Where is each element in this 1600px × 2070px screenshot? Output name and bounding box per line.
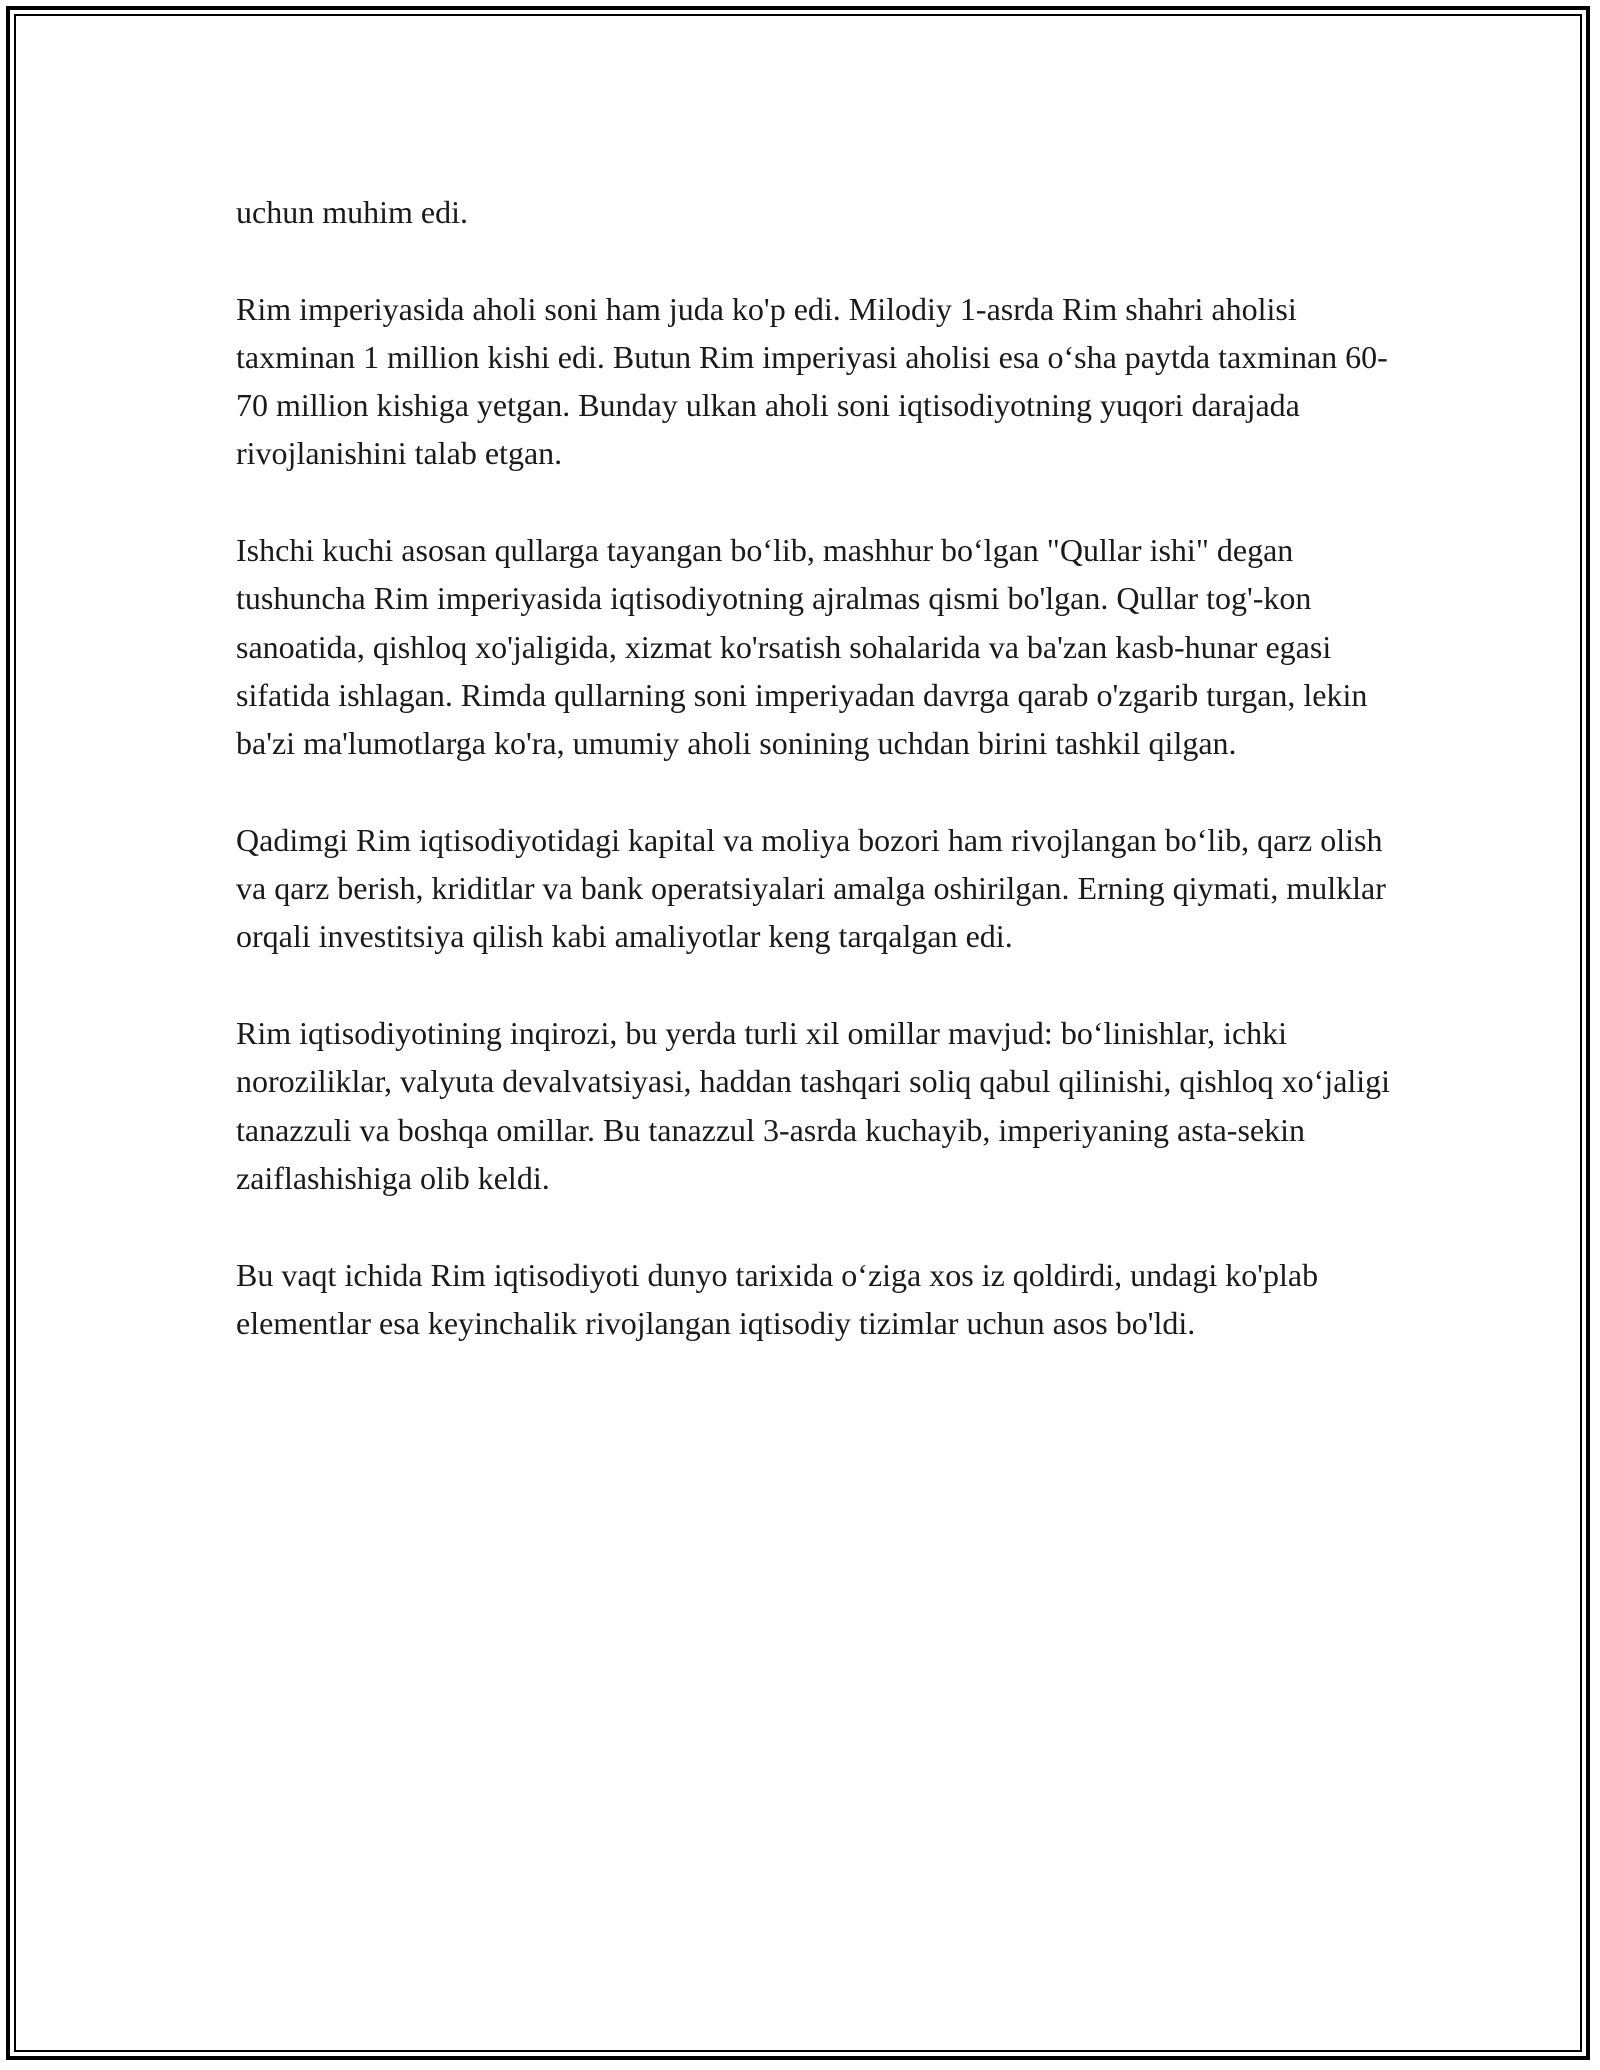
document-body [236,188,1396,1347]
paragraph: Bu vaqt ichida Rim iqtisodiyoti dunyo tarixida o‘ziga xos iz qoldirdi, undagi ko'plab elementlar esa keyinchalik rivojlangan iqtisodiy tizimlar uchun asos bo'ldi. [236,1256,1319,1341]
paragraph: Rim iqtisodiyotining inqirozi, bu yerda turli xil omillar mavjud: bo‘linishlar, ichki noroziliklar, valyuta devalvatsiyasi, haddan tashqari soliq qabul qilinishi, qishloq xo‘jaligi tanazzuli va boshqa omillar. Bu tanazzul 3-asrda kuchayib, imperiyaning asta-sekin zaiflashishiga olib keldi. [236,1015,1391,1196]
paragraph: Rim imperiyasida aholi soni ham juda ko'p edi. Milodiy 1-asrda Rim shahri aholisi taxminan 1 million kishi edi. Butun Rim imperiyasi aholisi esa o‘sha paytda taxminan 60-70 million kishiga yetgan. Bunday ulkan aholi soni iqtisodiyotning yuqori darajada rivojlanishini talab etgan. [236,290,1388,472]
paragraph: Qadimgi Rim iqtisodiyotidagi kapital va moliya bozori ham rivojlangan bo‘lib, qarz olish va qarz berish, kriditlar va bank operatsiyalari amalga oshirilgan. Erning qiymati, mulklar orqali investitsiya qilish kabi amaliyotlar keng tarqalgan edi. [236,821,1386,955]
paragraph: Ishchi kuchi asosan qullarga tayangan bo‘lib, mashhur bo‘lgan "Qullar ishi" degan tushuncha Rim imperiyasida iqtisodiyotning ajralmas qismi bo'lgan. Qullar tog'-kon sanoatida, qishloq xo'jaligida, xizmat ko'rsatish sohalarida va ba'zan kasb-hunar egasi sifatida ishlagan. Rimda qullarning soni imperiyadan davrga qarab o'zgarib turgan, lekin ba'zi ma'lumotlarga ko'ra, umumiy aholi sonining uchdan birini tashkil qilgan. [236,532,1368,762]
paragraph: uchun muhim edi. [236,194,468,230]
